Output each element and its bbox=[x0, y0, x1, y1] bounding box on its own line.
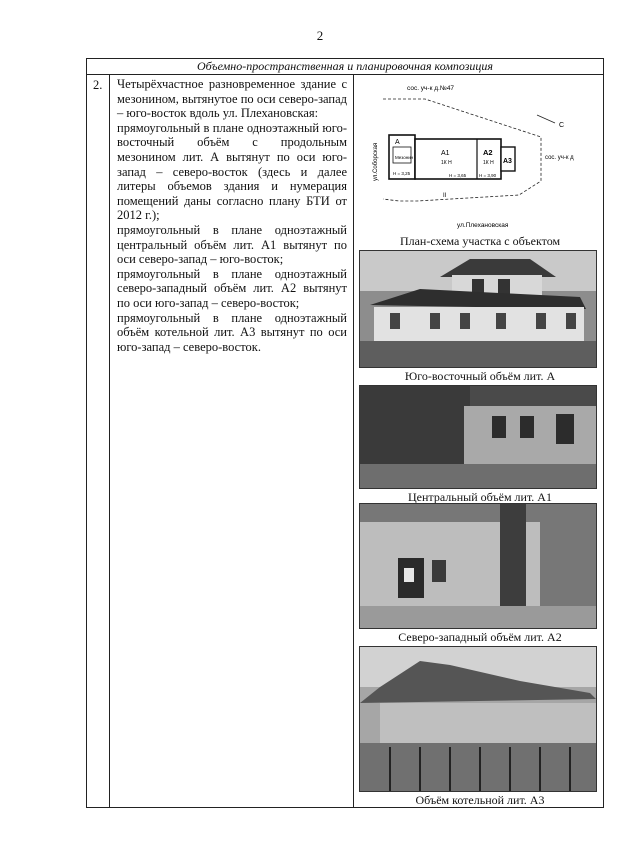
plan-label: H = 3,90 bbox=[479, 173, 497, 178]
document-table bbox=[86, 58, 604, 808]
section-header: Объемно-пространственная и планировочная композиция bbox=[87, 59, 603, 75]
description-text bbox=[117, 77, 347, 354]
description-paragraph: прямоугольный в плане одноэтажный центральный объём лит. А1 вытянут по оси северо-запад – юго-восток; bbox=[117, 222, 347, 267]
plan-label: H = 3,25 bbox=[393, 171, 411, 176]
plan-label: 1К Н bbox=[483, 160, 494, 166]
plan-label: II bbox=[443, 193, 447, 199]
plan-label: H = 3,65 bbox=[449, 173, 467, 178]
photo-central-volume bbox=[359, 385, 597, 489]
plan-label: Мезонин bbox=[395, 155, 414, 160]
description-paragraph: прямоугольный в плане одноэтажный объём котельной лит. А3 вытянут по оси юго-запад – северо-восток. bbox=[117, 310, 347, 354]
plan-label: 1К Н bbox=[441, 160, 452, 166]
figure-caption: Юго-восточный объём лит. А bbox=[404, 369, 556, 383]
site-plan bbox=[369, 81, 589, 233]
plan-street-left: ул.Соборская bbox=[373, 142, 379, 181]
photo-north-west-volume bbox=[359, 503, 597, 629]
figure-caption: Центральный объём лит. А1 bbox=[408, 490, 552, 504]
figure-caption: Северо-западный объём лит. А2 bbox=[398, 630, 562, 644]
plan-label: А2 bbox=[483, 148, 493, 157]
page-number: 2 bbox=[316, 28, 324, 43]
plan-street-bottom: ул.Плехановская bbox=[457, 222, 509, 229]
photo-boiler-room-volume bbox=[359, 646, 597, 792]
description-paragraph: Четырёхчастное разновременное здание с мезонином, вытянутое по оси северо-запад – юго-восток вдоль ул. Плехановская: bbox=[117, 77, 347, 121]
photo-south-east-volume bbox=[359, 250, 597, 368]
description-paragraph: прямоугольный в плане одноэтажный юго-восточный объём с продольным мезонином лит. А вытянут по оси юго-запад – северо-восток (здесь и далее литеры объемов здания и нумерация помещений даны согласно плану БТИ от 2012 г.); bbox=[117, 120, 347, 223]
plan-label: А1 bbox=[441, 150, 450, 157]
figure-caption: Объём котельной лит. А3 bbox=[415, 793, 545, 807]
north-arrow-icon: С bbox=[559, 122, 565, 129]
plan-right-label: сос. уч-к д bbox=[545, 155, 574, 161]
plan-label: А bbox=[395, 139, 400, 146]
description-paragraph: прямоугольный в плане одноэтажный северо-западный объём лит. А2 вытянут по оси юго-запад – северо-восток; bbox=[117, 266, 347, 310]
column-divider bbox=[109, 74, 110, 807]
row-number: 2. bbox=[93, 78, 103, 92]
plan-label: А3 bbox=[503, 158, 512, 165]
column-divider bbox=[353, 74, 354, 807]
figure-caption: План-схема участка с объектом bbox=[399, 234, 561, 248]
plan-top-label: сос. уч-к д.№47 bbox=[407, 85, 455, 92]
